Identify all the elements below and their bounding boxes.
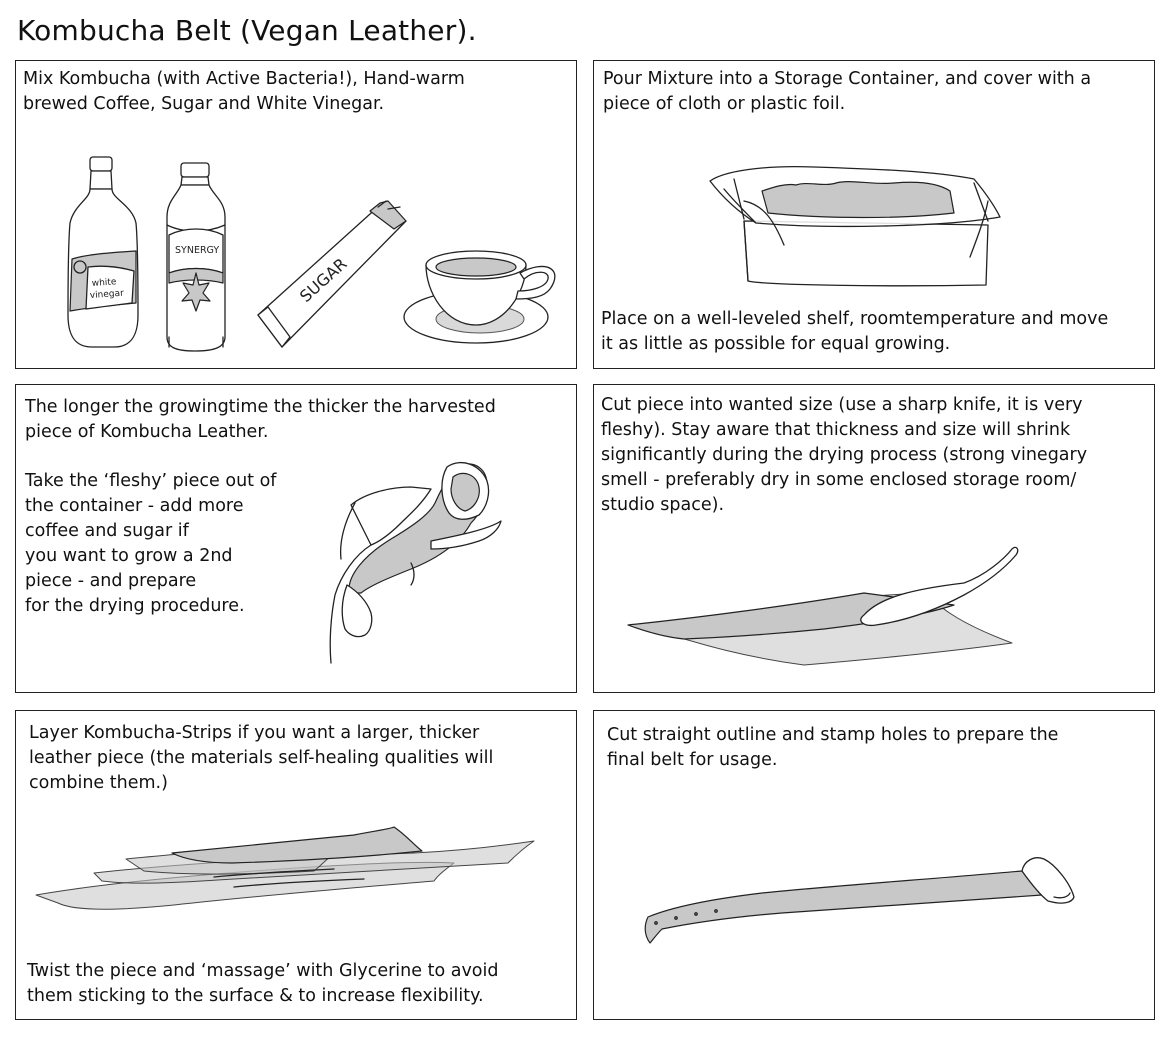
synergy-label: SYNERGY xyxy=(175,245,220,256)
knife-cutting-sheet-icon xyxy=(624,541,1024,671)
sugar-label: SUGAR xyxy=(295,254,351,306)
vinegar-label-line1: white xyxy=(91,277,117,289)
hand-holding-scoby-icon xyxy=(311,445,511,670)
sugar-stick-icon xyxy=(254,199,414,354)
page-title: Kombucha Belt (Vegan Leather). xyxy=(17,14,477,47)
step-panel-harvest xyxy=(15,384,577,693)
step-panel-pour xyxy=(593,60,1155,369)
step-layer-text: Layer Kombucha-Strips if you want a larger, thicker leather piece (the materials self-healing qualities will combine them.) xyxy=(29,723,494,793)
step-pour-text-shelf: Place on a well-leveled shelf, roomtemperature and move it as little as possible for equal growing. xyxy=(601,309,1109,354)
step-pour-text: Pour Mixture into a Storage Container, and cover with a piece of cloth or plastic foil. xyxy=(603,69,1092,114)
step-cut-text: Cut piece into wanted size (use a sharp knife, it is very fleshy). Stay aware that thickness and size will shrink significantly during the drying process (strong vinegary smell - preferably dry in some enclosed storage room/ studio space). xyxy=(601,395,1088,515)
belt-icon xyxy=(642,851,1082,951)
step-panel-layer xyxy=(15,710,577,1020)
covered-container-icon xyxy=(704,161,1004,301)
step-finish-text: Cut straight outline and stamp holes to prepare the final belt for usage. xyxy=(607,725,1059,770)
layered-strips-icon xyxy=(34,827,544,927)
step-harvest-text: The longer the growingtime the thicker the harvested piece of Kombucha Leather. xyxy=(25,397,496,442)
kombucha-bottle-icon xyxy=(163,161,243,356)
step-mix-text: Mix Kombucha (with Active Bacteria!), Hand-warm brewed Coffee, Sugar and White Vinegar. xyxy=(23,69,465,114)
step-panel-mix xyxy=(15,60,577,369)
step-layer-text-twist: Twist the piece and ‘massage’ with Glycerine to avoid them sticking to the surface & to increase flexibility. xyxy=(27,961,499,1006)
vinegar-bottle-icon xyxy=(64,155,164,355)
step-panel-finish xyxy=(593,710,1155,1020)
coffee-cup-icon xyxy=(396,249,566,349)
step-harvest-text-detail: Take the ‘fleshy’ piece out of the container - add more coffee and sugar if you want to grow a 2nd piece - and prepare for the drying procedure. xyxy=(25,471,277,616)
step-panel-cut xyxy=(593,384,1155,693)
vinegar-label-line2: vinegar xyxy=(89,288,125,301)
